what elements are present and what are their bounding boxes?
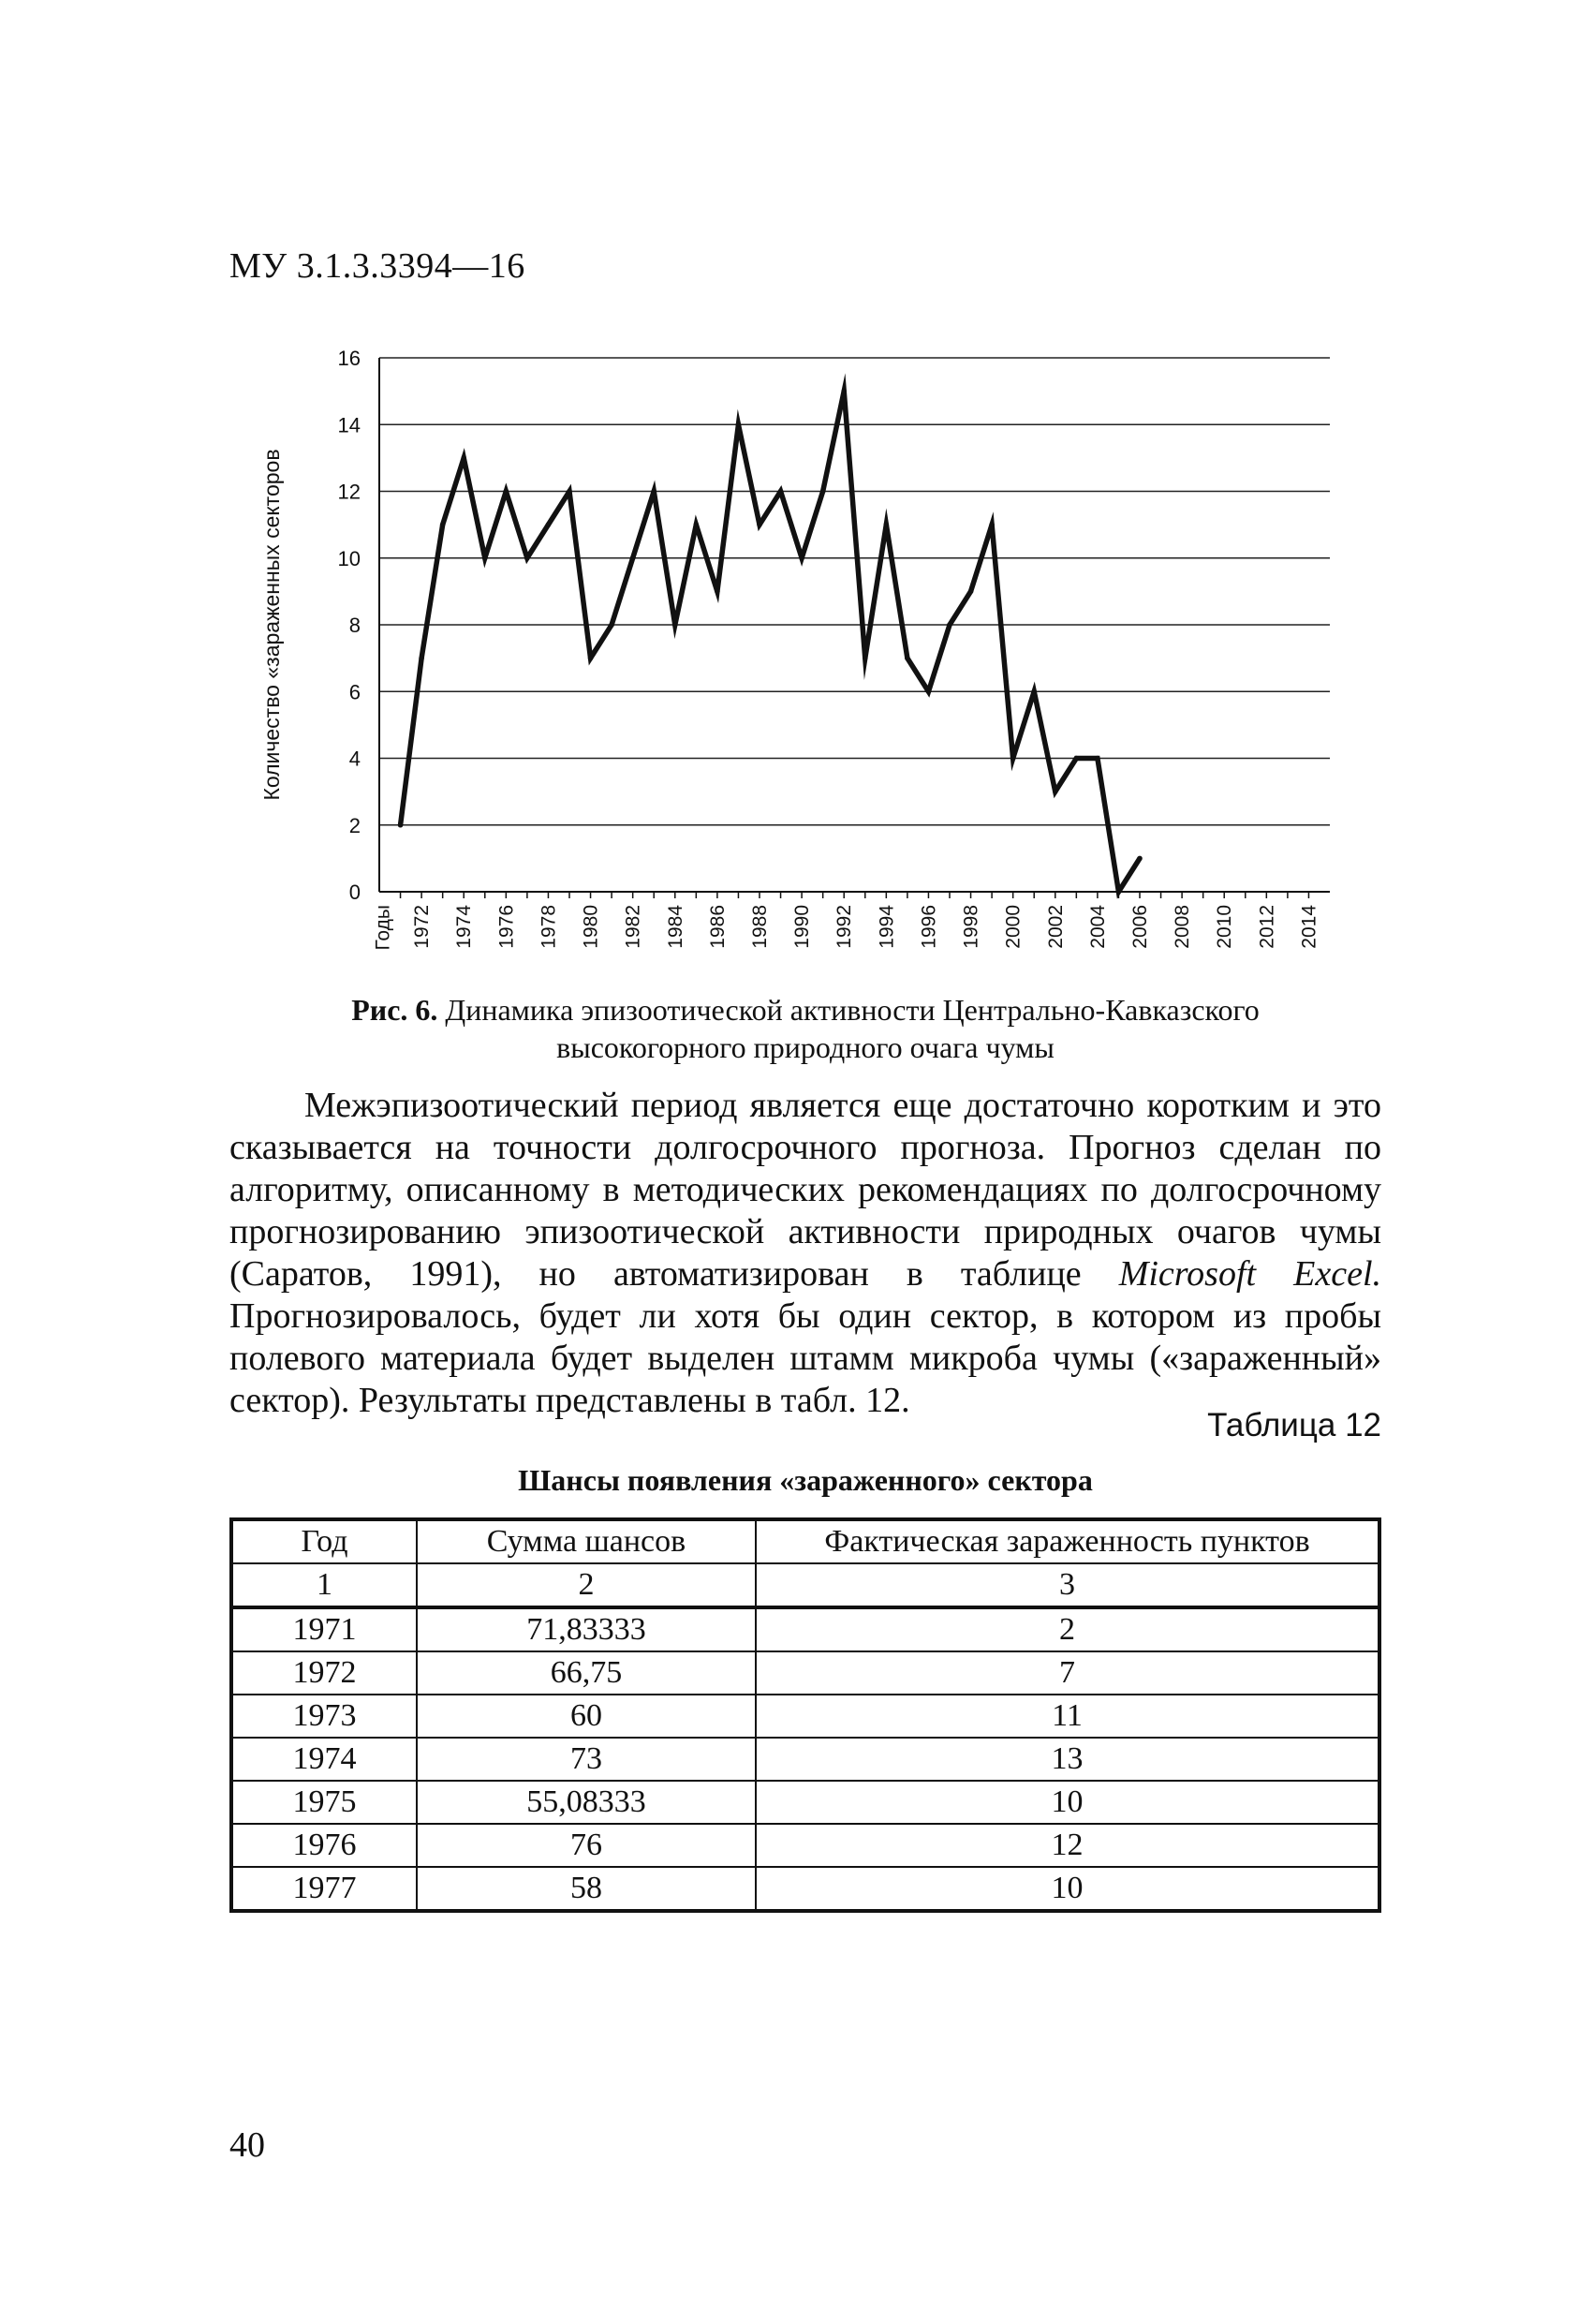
data-point [884, 522, 890, 527]
col-number: 3 [756, 1563, 1379, 1607]
y-axis-label: Количество «зараженных секторов [259, 449, 284, 801]
data-point [1074, 756, 1080, 762]
figure-caption-line2: высокогорного природного очага чумы [556, 1030, 1055, 1064]
data-point [1095, 756, 1100, 762]
x-tick-label: 1998 [960, 905, 982, 949]
x-tick-label: 2014 [1298, 905, 1320, 949]
x-tick-label: 1974 [453, 905, 476, 949]
table-row [231, 1781, 1379, 1824]
table-row [231, 1651, 1379, 1695]
y-tick-label: 12 [337, 480, 361, 504]
cell-actual: 2 [756, 1607, 1379, 1651]
x-tick-label: 1978 [538, 905, 560, 949]
paragraph-italic: Microsoft Excel. [1118, 1254, 1381, 1294]
cell-actual: 11 [756, 1695, 1379, 1738]
table-row [231, 1607, 1379, 1651]
data-point [1010, 756, 1016, 762]
data-point [630, 555, 636, 561]
data-point [778, 489, 784, 495]
x-tick-label: 1988 [749, 905, 771, 949]
data-point [715, 589, 720, 595]
data-point [398, 822, 404, 828]
data-point [841, 389, 847, 394]
cell-actual: 10 [756, 1867, 1379, 1911]
data-point [905, 656, 910, 661]
data-point [736, 422, 742, 427]
table-header-row [231, 1519, 1379, 1563]
data-point [1031, 688, 1037, 694]
data-point [419, 656, 424, 661]
x-tick-label: 1976 [495, 905, 518, 949]
figure-caption-line1: Динамика эпизоотической активности Центрально-Кавказского [437, 993, 1260, 1027]
header-sum: Сумма шансов [417, 1519, 756, 1563]
data-point [863, 656, 868, 661]
data-point [546, 522, 552, 527]
cell-sum: 60 [417, 1695, 756, 1738]
data-point [651, 489, 656, 495]
data-point [968, 589, 974, 595]
table-row [231, 1695, 1379, 1738]
cell-actual: 7 [756, 1651, 1379, 1695]
page-number: 40 [229, 2125, 265, 2165]
data-point [524, 555, 530, 561]
y-tick-label: 4 [348, 747, 361, 771]
x-tick-label: 1992 [833, 905, 856, 949]
x-tick-label: 1982 [622, 905, 644, 949]
table-label: Таблица 12 [1207, 1407, 1381, 1443]
table-title: Шансы появления «зараженного» сектора [518, 1463, 1093, 1497]
data-table [229, 1517, 1381, 1913]
body-paragraph [229, 1085, 1381, 1422]
cell-sum: 76 [417, 1824, 756, 1867]
x-axis-label: Годы [372, 905, 394, 951]
y-tick-label: 14 [337, 413, 361, 437]
data-point [989, 522, 995, 527]
data-point [1116, 889, 1122, 895]
cell-year: 1973 [231, 1695, 417, 1738]
figure-label: Рис. 6. [351, 993, 438, 1027]
data-point [820, 489, 826, 495]
data-point [461, 455, 466, 461]
col-number: 2 [417, 1563, 756, 1607]
x-tick-label: 1994 [876, 905, 898, 949]
cell-year: 1976 [231, 1824, 417, 1867]
paragraph-text-2: Прогнозировалось, будет ли хотя бы один сектор, в котором из пробы полевого материала будет выделен штамм микроба чумы («зараженный» сектор). Результаты представлены в табл. 12. [229, 1296, 1381, 1420]
data-point [1053, 789, 1058, 794]
cell-year: 1977 [231, 1867, 417, 1911]
table-row [231, 1824, 1379, 1867]
cell-year: 1975 [231, 1781, 417, 1824]
header-actual: Фактическая зараженность пунктов [756, 1519, 1379, 1563]
x-tick-label: 2002 [1044, 905, 1067, 949]
cell-actual: 13 [756, 1738, 1379, 1781]
x-tick-label: 1972 [411, 905, 434, 949]
cell-sum: 66,75 [417, 1651, 756, 1695]
col-number: 1 [231, 1563, 417, 1607]
x-tick-label: 1984 [664, 905, 686, 949]
data-point [757, 522, 762, 527]
x-tick-label: 2008 [1172, 905, 1194, 949]
cell-actual: 10 [756, 1781, 1379, 1824]
cell-sum: 71,83333 [417, 1607, 756, 1651]
y-tick-label: 8 [348, 614, 361, 637]
x-tick-label: 1990 [791, 905, 814, 949]
table-row [231, 1738, 1379, 1781]
paragraph-text-1: Межэпизоотический период является еще достаточно коротким и это сказывается на точности долгосрочного прогноза. Прогноз сделан по алгоритму, описанному в методических рекомендациях по долгосрочному прогнозированию эпизоотической активности природных очагов чумы (Саратов, 1991), но автоматизирован в таблице [229, 1086, 1381, 1294]
data-point [482, 555, 488, 561]
data-point [504, 489, 509, 495]
x-tick-label: 1980 [580, 905, 602, 949]
chart-area [234, 337, 1358, 993]
data-point [694, 522, 700, 527]
data-point [567, 489, 572, 495]
x-tick-label: 2000 [1002, 905, 1025, 949]
table-row [231, 1867, 1379, 1911]
line-chart [234, 337, 1358, 993]
cell-sum: 73 [417, 1738, 756, 1781]
x-tick-label: 2004 [1086, 905, 1109, 949]
data-point [926, 688, 932, 694]
figure-caption [229, 991, 1381, 1066]
data-point [947, 622, 952, 628]
y-tick-label: 2 [348, 813, 361, 837]
cell-sum: 58 [417, 1867, 756, 1911]
data-point [609, 622, 614, 628]
data-point [588, 656, 594, 661]
data-point [799, 555, 804, 561]
table-column-numbers [231, 1563, 1379, 1607]
data-point [440, 522, 446, 527]
x-tick-label: 2012 [1256, 905, 1278, 949]
x-tick-label: 2006 [1129, 905, 1151, 949]
document-code: МУ 3.1.3.3394—16 [229, 246, 525, 286]
cell-year: 1972 [231, 1651, 417, 1695]
x-tick-label: 2010 [1214, 905, 1236, 949]
y-tick-label: 10 [337, 546, 361, 570]
data-series-line [401, 392, 1140, 892]
data-point [672, 622, 678, 628]
cell-year: 1971 [231, 1607, 417, 1651]
x-tick-label: 1996 [918, 905, 940, 949]
cell-actual: 12 [756, 1824, 1379, 1867]
y-tick-label: 0 [348, 881, 361, 904]
header-year: Год [231, 1519, 417, 1563]
cell-sum: 55,08333 [417, 1781, 756, 1824]
x-tick-label: 1986 [706, 905, 729, 949]
y-tick-label: 6 [348, 680, 361, 704]
data-point [1137, 856, 1143, 862]
y-tick-label: 16 [337, 347, 361, 370]
cell-year: 1974 [231, 1738, 417, 1781]
